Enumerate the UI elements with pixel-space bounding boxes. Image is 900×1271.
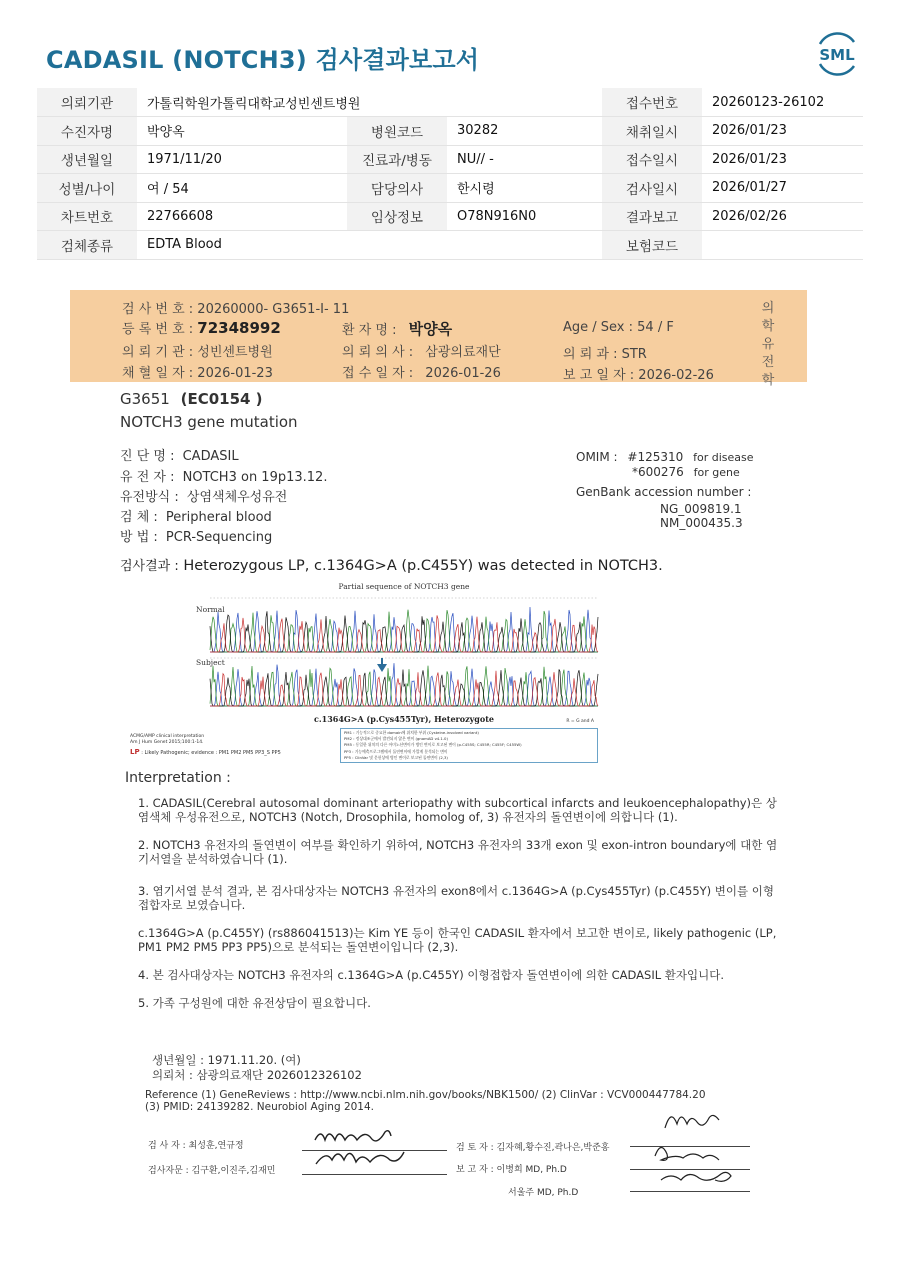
genbank-ng: NG_009819.1 xyxy=(660,502,742,516)
method: PCR-Sequencing xyxy=(165,530,273,545)
lp-badge: LP xyxy=(130,748,140,756)
result-text: Heterozygous LP, c.1364G>A (p.C455Y) was detected in NOTCH3. xyxy=(183,558,663,574)
info-row xyxy=(37,174,863,203)
interpretation-p4: c.1364G>A (p.C455Y) (rs886041513)는 Kim YE 등이 한국인 CADASIL 환자에서 보고한 변이로, likely pathogenic (LP, PM1 PM2 PM5 PP3 PP5)으로 분석되는 돌연변이입니다 (2,3). xyxy=(138,926,777,954)
omim-line-2: *600276 for gene xyxy=(632,465,740,479)
age-sex: 54 / F xyxy=(637,320,674,335)
department: NU// - xyxy=(447,145,602,174)
report-header-band xyxy=(70,290,807,388)
test-number-line: 검 사 번 호 : 20260000- G3651-I- 11 xyxy=(122,302,350,317)
specimen-line: 검 체 : Peripheral blood xyxy=(120,510,272,525)
figure-legend-r: R = G and A xyxy=(566,719,594,724)
omim-line-1: OMIM : #125310 for disease xyxy=(576,450,754,464)
genbank-label: GenBank accession number : xyxy=(576,485,752,499)
label-result-report-date: 결과보고 xyxy=(602,202,702,231)
dept-vertical-label: 의 학 유 전 학 xyxy=(761,301,775,388)
band-collect-date: 2026-01-23 xyxy=(197,366,273,381)
label-collection-date: 채취일시 xyxy=(602,117,702,146)
reference-line-1: Reference (1) GeneReviews : http://www.ncbi.nlm.nih.gov/books/NBK1500/ (2) ClinVar : VCV000447784.20 xyxy=(145,1089,706,1101)
label-birth-date: 생년월일 xyxy=(37,145,137,174)
report-date-line: 보 고 일 자 : 2026-02-26 xyxy=(563,368,714,383)
inheritance-line: 유전방식 : 상염색체우성유전 xyxy=(120,490,288,505)
logo-text: SML xyxy=(819,46,855,64)
genbank-nm: NM_000435.3 xyxy=(660,516,743,530)
hospital-code: 30282 xyxy=(447,117,602,146)
result-report-date: 2026/02/26 xyxy=(702,202,863,231)
label-insurance-code: 보험코드 xyxy=(602,231,702,260)
receipt-date: 2026/01/23 xyxy=(702,145,863,174)
birth-date-note: 생년월일 : 1971.11.20. (여) xyxy=(152,1053,301,1067)
gene: NOTCH3 on 19p13.12. xyxy=(182,470,328,485)
test-number: 20260000- G3651-I- 11 xyxy=(197,302,350,317)
label-clinical-info: 임상정보 xyxy=(347,202,447,231)
figure-caption: c.1364G>A (p.Cys455Tyr), Heterozygote xyxy=(313,714,495,724)
interpretation-p6: 5. 가족 구성원에 대한 유전상담이 필요합니다. xyxy=(138,996,371,1010)
sex-age: 여 / 54 xyxy=(137,174,347,203)
band-institution: 성빈센트병원 xyxy=(197,345,273,360)
patient-name: 박양옥 xyxy=(137,117,347,146)
figure-title: Partial sequence of NOTCH3 gene xyxy=(338,582,470,591)
reporter-2: 서울주 MD, Ph.D xyxy=(508,1188,579,1198)
subject-trace-black xyxy=(210,669,598,706)
result-line: 검사결과 : Heterozygous LP, c.1364G>A (p.C455Y) was detected in NOTCH3. xyxy=(120,558,663,574)
info-row xyxy=(37,88,863,117)
label-attending-doctor: 담당의사 xyxy=(347,174,447,203)
band-patient-name: 박양옥 xyxy=(408,320,453,338)
doctor-line: 의 뢰 의 사 : 삼광의료재단 xyxy=(342,345,501,360)
interpretation-heading: Interpretation : xyxy=(125,770,231,786)
registration-line: 등 록 번 호 : 72348992 xyxy=(122,319,281,337)
interpretation-p2: 2. NOTCH3 유전자의 돌연변이 여부를 확인하기 위하여, NOTCH3 유전자의 33개 exon 및 exon-intron boundary에 대한 염기서열을 분석하였습니다 (1). xyxy=(138,838,778,866)
band-receive-date: 2026-01-26 xyxy=(425,366,501,381)
examiner: 검 사 자 : 최성훈,연규정 xyxy=(148,1141,244,1151)
info-row xyxy=(37,145,863,174)
band-doctor: 삼광의료재단 xyxy=(425,345,501,360)
omim-disease: #125310 xyxy=(627,450,684,464)
info-row xyxy=(37,202,863,231)
label-receipt-date: 접수일시 xyxy=(602,145,702,174)
label-hospital-code: 병원코드 xyxy=(347,117,447,146)
diagnosis-line: 진 단 명 : CADASIL xyxy=(120,449,239,464)
label-sex-age: 성별/나이 xyxy=(37,174,137,203)
info-row xyxy=(37,117,863,146)
institution-line: 의 뢰 기 관 : 성빈센트병원 xyxy=(122,345,273,360)
specimen: Peripheral blood xyxy=(165,510,272,525)
handwritten-signatures-right xyxy=(645,1100,755,1200)
collection-date: 2026/01/23 xyxy=(702,117,863,146)
gene-line: 유 전 자 : NOTCH3 on 19p13.12. xyxy=(120,470,328,485)
label-requesting-institution: 의뢰기관 xyxy=(37,88,137,117)
receive-line: 접 수 일 자 : 2026-01-26 xyxy=(342,366,501,381)
test-date: 2026/01/27 xyxy=(702,174,863,203)
advisor: 검사자문 : 김구환,이진주,김재민 xyxy=(148,1166,276,1176)
info-row xyxy=(37,231,863,260)
requesting-institution: 가톨릭학원가톨릭대학교성빈센트병원 xyxy=(137,88,602,117)
label-patient-name: 수진자명 xyxy=(37,117,137,146)
normal-label: Normal xyxy=(196,605,225,614)
interpretation-p5: 4. 본 검사대상자는 NOTCH3 유전자의 c.1364G>A (p.C455Y) 이형접합자 돌연변이에 의한 CADASIL 환자입니다. xyxy=(138,968,724,982)
chart-number: 22766608 xyxy=(137,202,347,231)
clinical-info: O78N916N0 xyxy=(447,202,602,231)
interpretation-body xyxy=(138,796,778,1024)
patient-info-table xyxy=(37,88,863,260)
acmg-criteria-box: PM1 : 기능적으로 중요한 domain에 위치한 부위 (Cysteine-involved variant) PM2 : 정상대조군에서 발견되지 않은 변이 (gnomAD v4.1.0) PM5 : 동일한 위치의 다른 아미노산변이가 병인 변이로 보고된 변이 (p.C455S; C455R; C455F; C455W) PP3 : 기능예측프로그램에서 돌연변이에 가깝게 분석되는 변이 PP5 : ClinVar 및 문헌상에 병인 변이로 보고된 돌연변이 (2,3) xyxy=(340,728,598,763)
lp-line: LP : Likely Pathogenic; evidence : PM1 PM2 PM5 PP3_S PP5 xyxy=(130,748,281,756)
scanned-report xyxy=(70,288,810,1208)
collect-line: 채 혈 일 자 : 2026-01-23 xyxy=(122,366,273,381)
diagnosis: CADASIL xyxy=(182,449,239,464)
label-department: 진료과/병동 xyxy=(347,145,447,174)
dept-line: 의 뢰 과 : STR xyxy=(563,347,647,362)
label-receipt-number: 접수번호 xyxy=(602,88,702,117)
report-title: CADASIL (NOTCH3) 검사결과보고서 xyxy=(46,46,480,74)
specimen-type: EDTA Blood xyxy=(137,231,602,260)
sml-logo xyxy=(812,30,862,76)
normal-trace-red xyxy=(210,615,598,652)
subject-label: Subject xyxy=(196,658,225,667)
verifier: 검 토 자 : 김자혜,황수진,곽나은,박준홍 xyxy=(456,1143,610,1153)
acmg-reference: ACMG/AMP clinical interpretation Am J Hum Genet 2015;100:1-14. xyxy=(130,734,205,745)
reference-line-2: (3) PMID: 24139282. Neurobiol Aging 2014. xyxy=(145,1101,375,1113)
patient-line: 환 자 명 : 박양옥 xyxy=(342,320,453,338)
receipt-number: 20260123-26102 xyxy=(702,88,863,117)
test-code-line xyxy=(120,390,263,408)
insurance-code xyxy=(702,231,863,260)
label-chart-number: 차트번호 xyxy=(37,202,137,231)
band-dept: STR xyxy=(621,347,647,362)
requester-note: 의뢰처 : 삼광의료재단 2026012326102 xyxy=(152,1068,362,1082)
omim-gene: *600276 xyxy=(632,465,684,479)
inheritance: 상염색체우성유전 xyxy=(186,490,288,505)
label-test-date: 검사일시 xyxy=(602,174,702,203)
handwritten-signatures-left xyxy=(310,1120,440,1180)
ec-code: (EC0154 ) xyxy=(180,390,263,408)
age-sex-line: Age / Sex : 54 / F xyxy=(563,320,674,335)
registration-number: 72348992 xyxy=(197,319,281,337)
interpretation-p3: 3. 염기서열 분석 결과, 본 검사대상자는 NOTCH3 유전자의 exon8에서 c.1364G>A (p.Cys455Tyr) (p.C455Y) 변이를 이형접합자로 보였습니다. xyxy=(138,884,775,912)
reporter: 보 고 자 : 이병희 MD, Ph.D xyxy=(456,1165,567,1175)
method-line: 방 법 : PCR-Sequencing xyxy=(120,530,273,545)
normal-trace-black xyxy=(210,611,598,652)
test-name: NOTCH3 gene mutation xyxy=(120,413,298,431)
test-code: G3651 xyxy=(120,390,170,408)
attending-doctor: 한시령 xyxy=(447,174,602,203)
interpretation-p1: 1. CADASIL(Cerebral autosomal dominant arteriopathy with subcortical infarcts and leukoencephalopathy)은 상염색체 우성유전으로, NOTCH3 (Notch, Drosophila, homolog of, 3) 유전자의 돌연변이에 의합니다 (1). xyxy=(138,796,777,824)
birth-date: 1971/11/20 xyxy=(137,145,347,174)
band-report-date: 2026-02-26 xyxy=(638,368,714,383)
label-specimen-type: 검체종류 xyxy=(37,231,137,260)
